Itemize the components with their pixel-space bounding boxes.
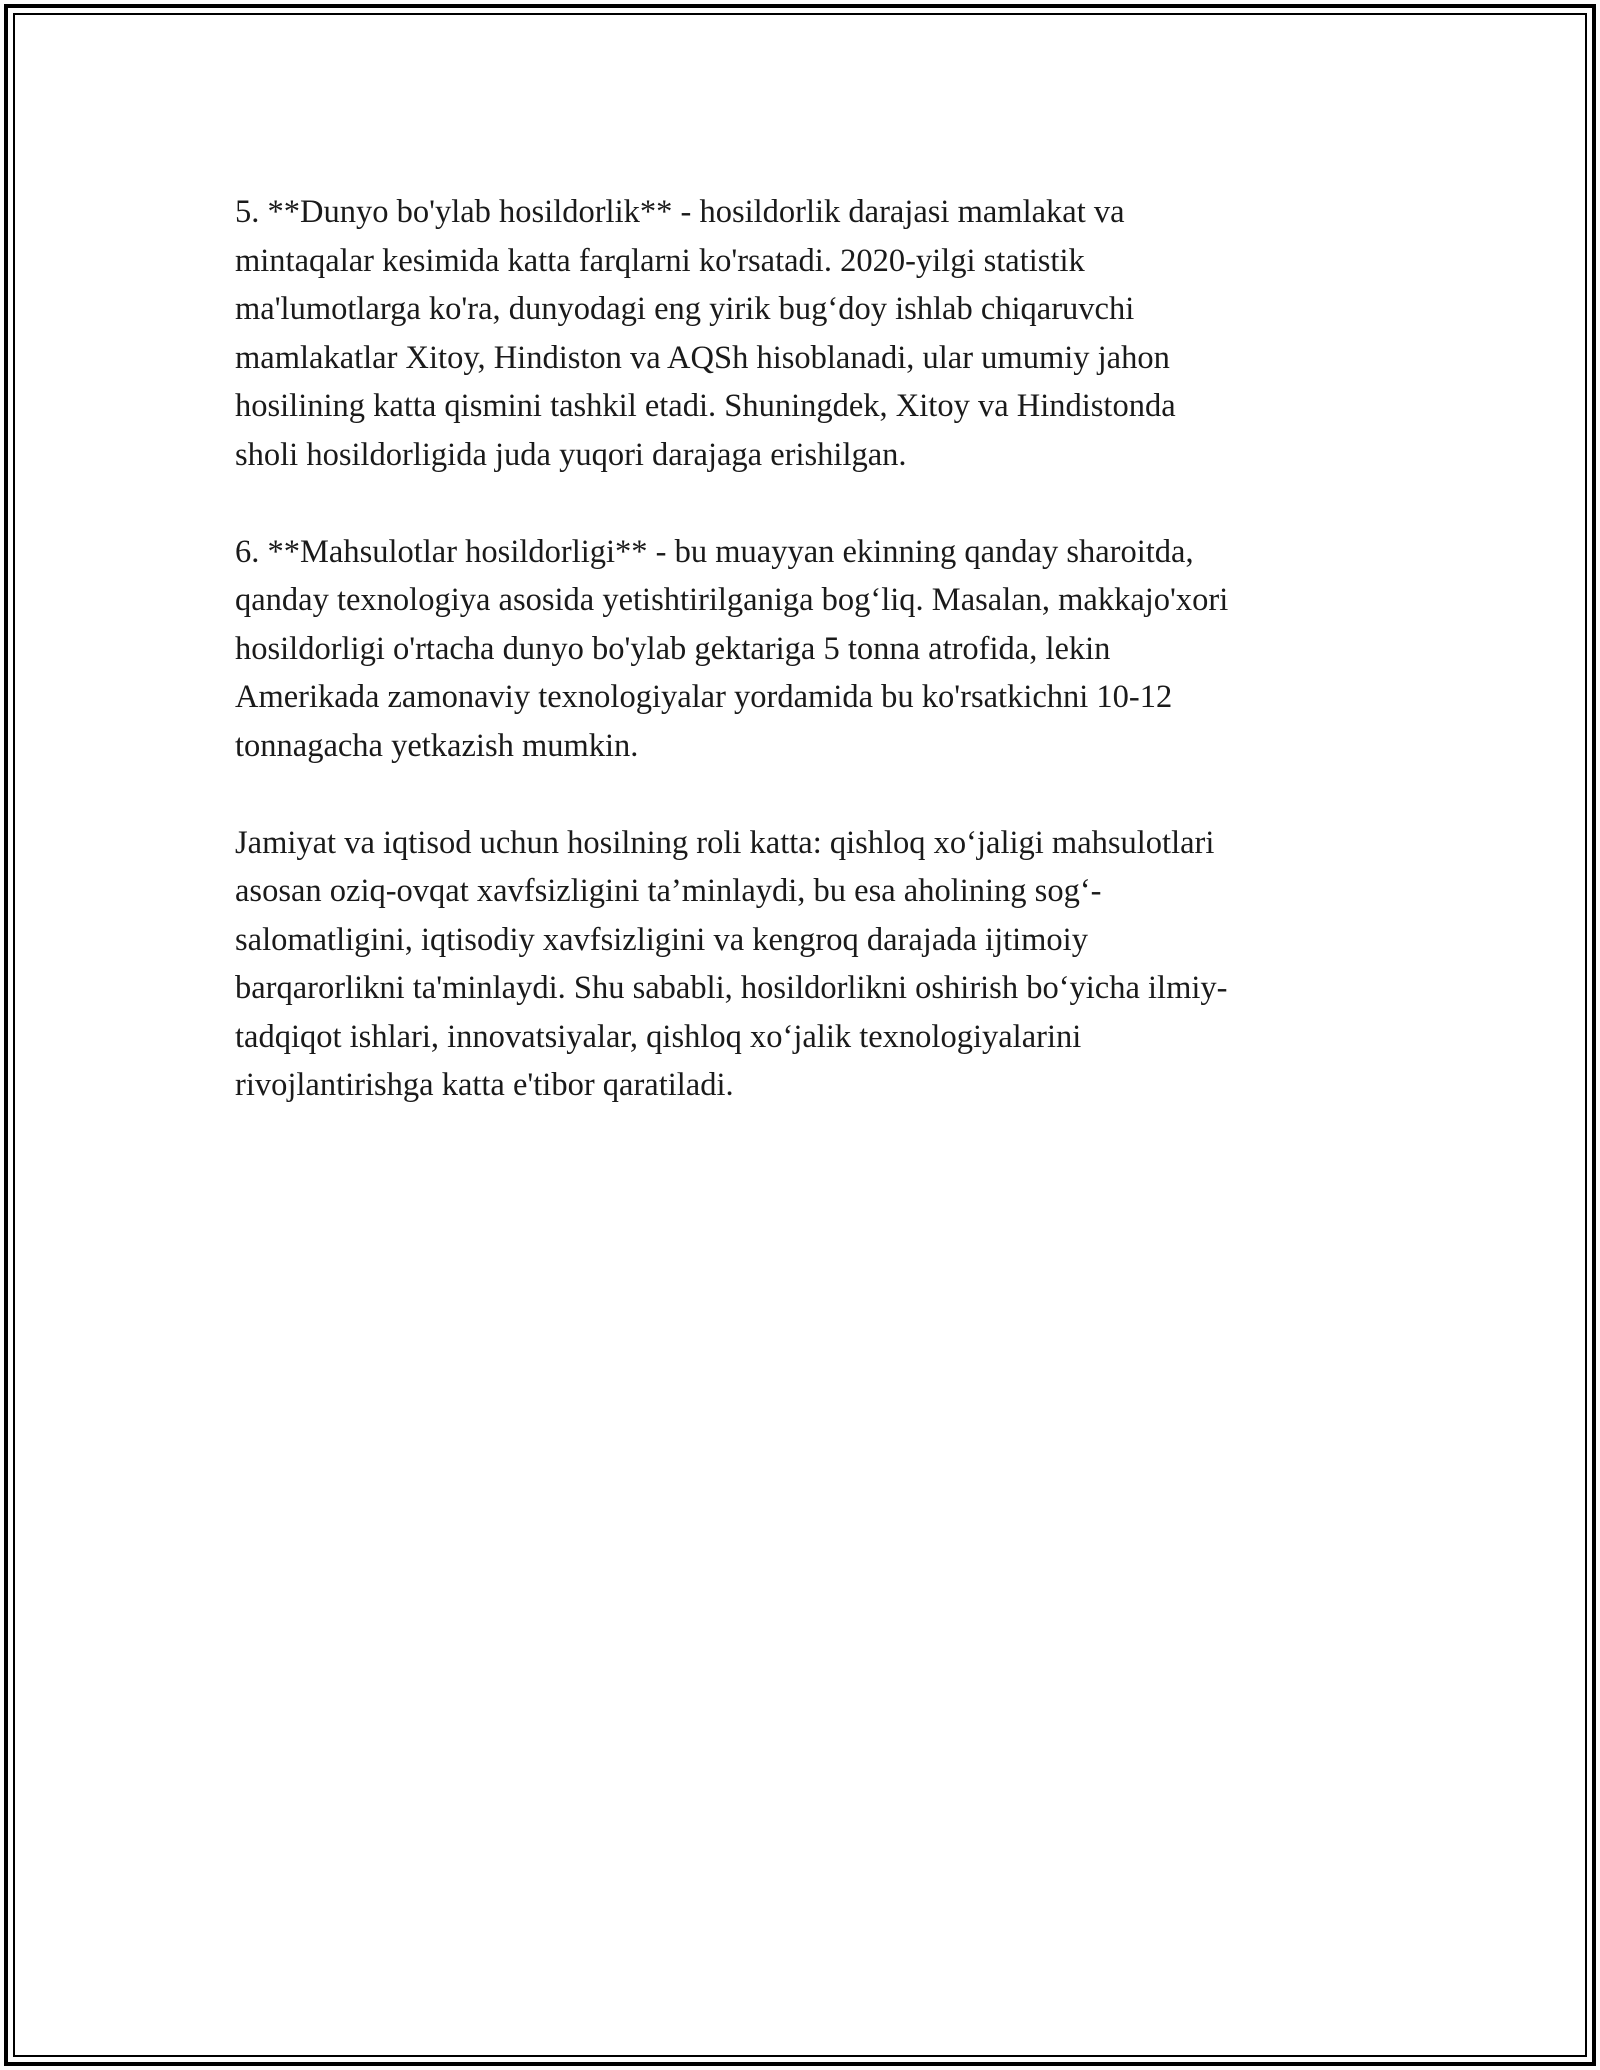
text-line: Jamiyat va iqtisod uchun hosilning roli katta: qishloq xo‘jaligi mahsulotlari [235,824,1215,861]
text-line: barqarorlikni ta'minlaydi. Shu sababli, hosildorlikni oshirish bo‘yicha ilmiy- [235,970,1228,1006]
text-line: salomatligini, iqtisodiy xavfsizligini va kengroq darajada ijtimoiy [235,921,1088,958]
text-line: tadqiqot ishlari, innovatsiyalar, qishloq xo‘jalik texnologiyalarini [235,1018,1082,1055]
paragraph-product-yield [235,528,1405,771]
paragraph-society-economy [235,819,1405,1110]
paragraph-world-yield [235,188,1405,479]
text-line: hosildorligi o'rtacha dunyo bo'ylab gektariga 5 tonna atrofida, lekin [235,630,1111,667]
text-line: mamlakatlar Xitoy, Hindiston va AQSh hisoblanadi, ular umumiy jahon [235,339,1170,376]
text-line: sholi hosildorligida juda yuqori darajaga erishilgan. [235,436,907,473]
text-line: mintaqalar kesimida katta farqlarni ko'rsatadi. 2020-yilgi statistik [235,242,1085,279]
text-line: rivojlantirishga katta e'tibor qaratiladi. [235,1067,734,1103]
text-line: qanday texnologiya asosida yetishtirilganiga bog‘liq. Masalan, makkajo'xori [235,582,1229,618]
document-body [235,188,1405,1158]
text-line: Amerikada zamonaviy texnologiyalar yordamida bu ko'rsatkichni 10-12 [235,679,1173,715]
text-line: ma'lumotlarga ko'ra, dunyodagi eng yirik bug‘doy ishlab chiqaruvchi [235,291,1135,327]
text-line: hosilining katta qismini tashkil etadi. Shuningdek, Xitoy va Hindistonda [235,388,1176,424]
text-line: tonnagacha yetkazish mumkin. [235,727,639,764]
text-line: 6. **Mahsulotlar hosildorligi** - bu muayyan ekinning qanday sharoitda, [235,533,1194,570]
text-line: 5. **Dunyo bo'ylab hosildorlik** - hosildorlik darajasi mamlakat va [235,194,1125,230]
text-line: asosan oziq-ovqat xavfsizligini ta’minlaydi, bu esa aholining sog‘- [235,873,1102,909]
